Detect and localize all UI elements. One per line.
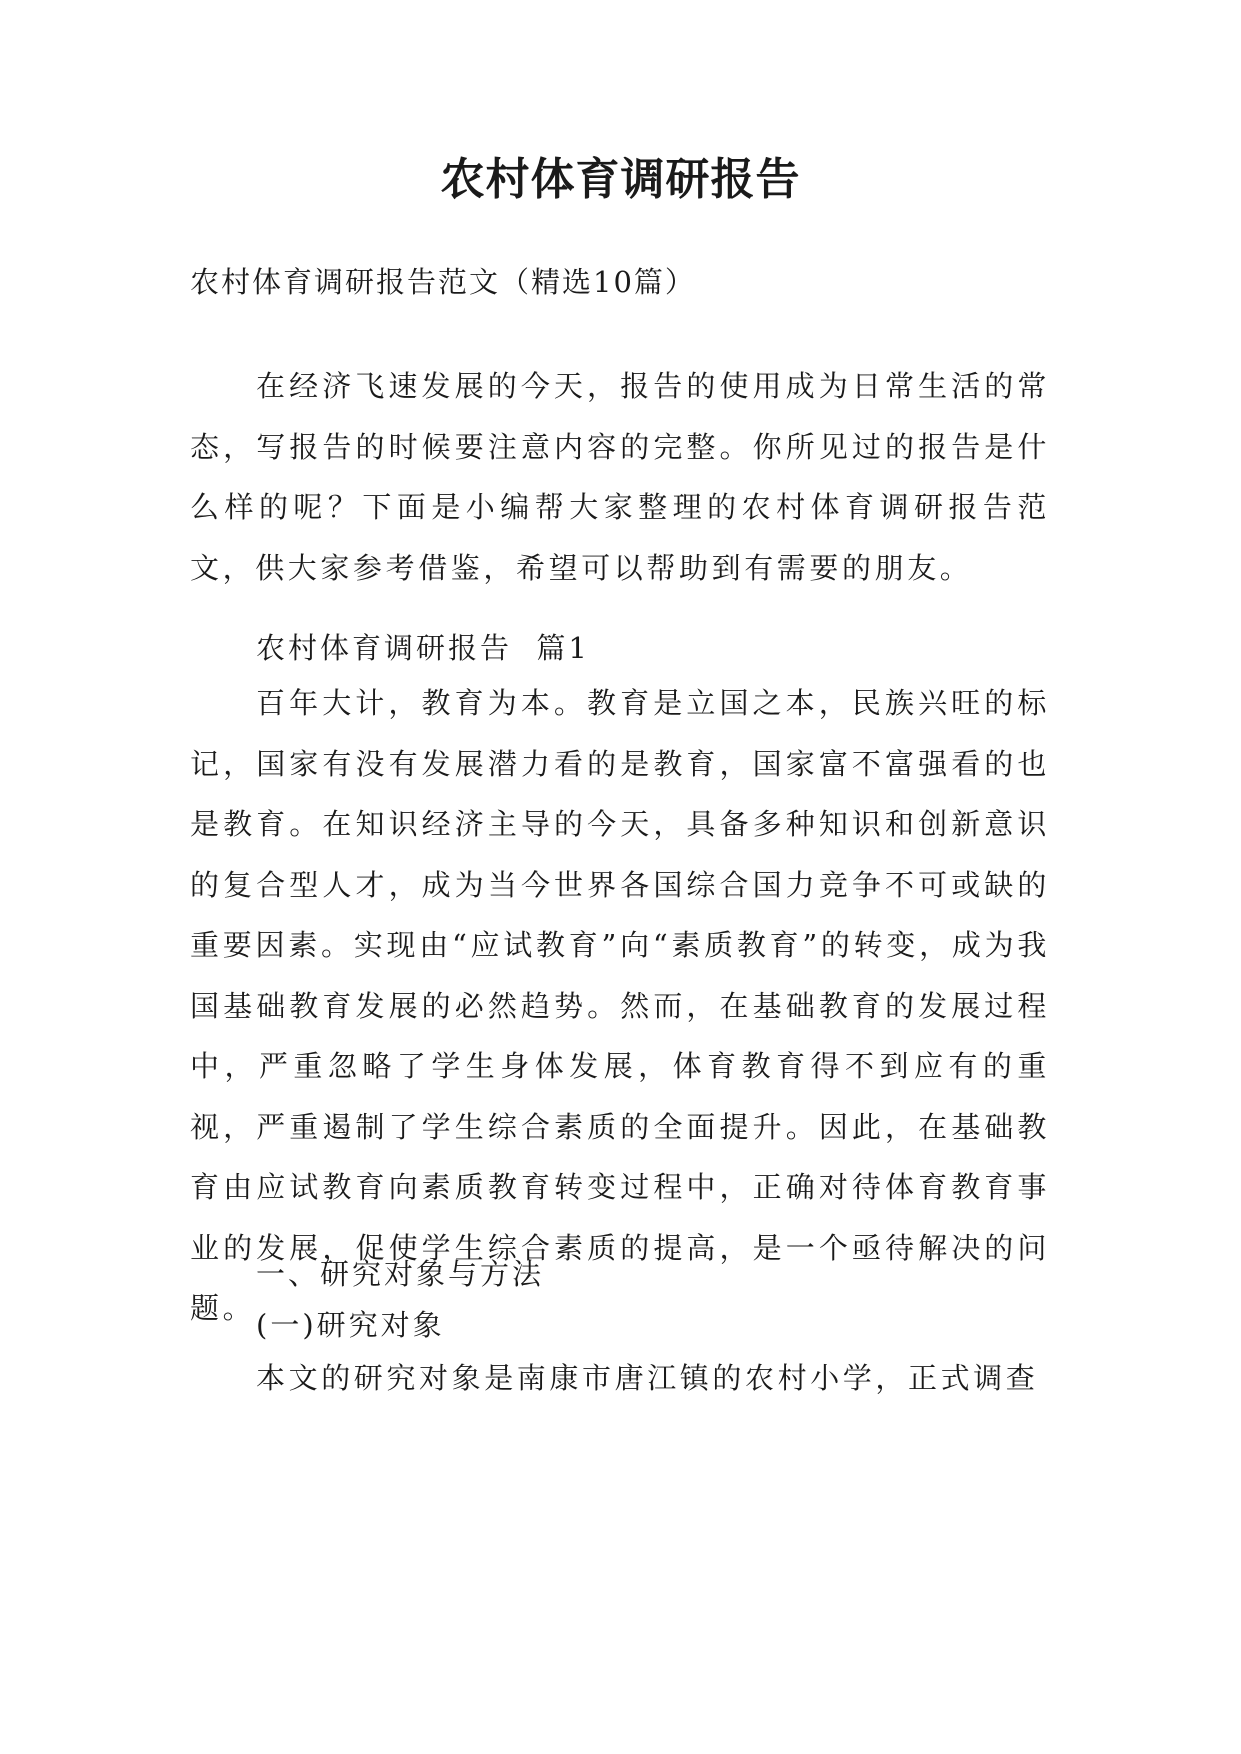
outline-heading-1: 一、研究对象与方法 [256, 1257, 545, 1291]
intro-paragraph: 在经济飞速发展的今天，报告的使用成为日常生活的常态，写报告的时候要注意内容的完整。你所见过的报告是什么样的呢？下面是小编帮大家整理的农村体育调研报告范文，供大家参考借鉴，希望可以帮助到有需要的朋友。 [190, 369, 1050, 585]
document-subtitle: 农村体育调研报告范文（精选10篇） [190, 265, 696, 299]
section-heading: 农村体育调研报告 篇1 [256, 631, 590, 665]
document-title: 农村体育调研报告 [440, 154, 801, 205]
outline-heading-2: (一)研究对象 [256, 1308, 445, 1342]
last-paragraph: 本文的研究对象是南康市唐江镇的农村小学，正式调查 [256, 1361, 1039, 1395]
body-paragraph: 百年大计，教育为本。教育是立国之本，民族兴旺的标记，国家有没有发展潜力看的是教育，国家富不富强看的也是教育。在知识经济主导的今天，具备多种知识和创新意识的复合型人才，成为当今世界各国综合国力竞争不可或缺的重要因素。实现由“应试教育”向“素质教育”的转变，成为我国基础教育发展的必然趋势。然而，在基础教育的发展过程中，严重忽略了学生身体发展，体育教育得不到应有的重视，严重遏制了学生综合素质的全面提升。因此，在基础教育由应试教育向素质教育转变过程中，正确对待体育教育事业的发展，促使学生综合素质的提高，是一个亟待解决的问题。 [190, 686, 1050, 1325]
